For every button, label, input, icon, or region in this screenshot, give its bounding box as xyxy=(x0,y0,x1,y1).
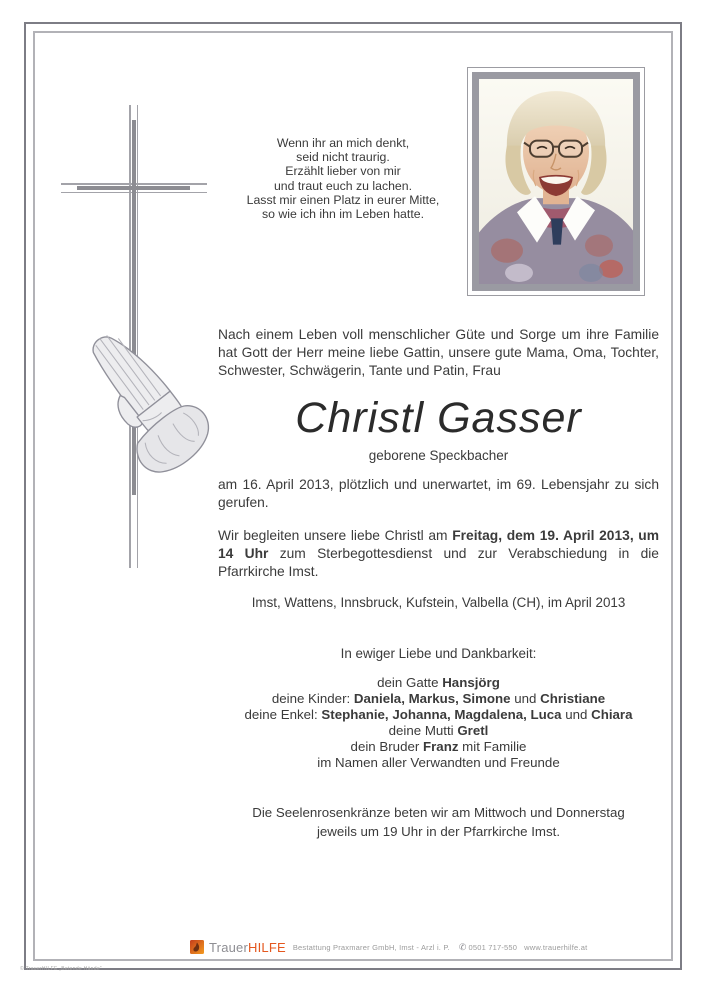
mourner-line: dein Gatte Hansjörg xyxy=(377,675,500,690)
trauerhilfe-logo-icon xyxy=(190,940,204,954)
mourner-line: im Namen aller Verwandten und Freunde xyxy=(317,754,560,770)
gratitude-heading: In ewiger Liebe und Dankbarkeit: xyxy=(340,646,537,661)
poem xyxy=(226,136,460,221)
portrait-photo-frame xyxy=(467,67,645,296)
places-line: Imst, Wattens, Innsbruck, Kufstein, Valbella (CH), im April 2013 xyxy=(251,595,626,610)
portrait-photo xyxy=(479,79,633,284)
brand-name xyxy=(209,940,286,955)
intro-paragraph: Nach einem Leben voll menschlicher Güte und Sorge um ihre Familie hat Gott der Herr meine liebe Gattin, unsere gute Mama, Oma, Tochter, Schwester, Schwägerin, Tante und Patin, Frau xyxy=(218,327,659,378)
mourner-line: deine Mutti Gretl xyxy=(388,722,489,738)
funeral-notice: Wir begleiten unsere liebe Christl am Freitag, dem 19. April 2013, um 14 Uhr zum Sterbegottesdienst und zur Verabschiedung in die Pfarrkirche Imst. xyxy=(218,528,660,579)
rosary-line: jeweils um 19 Uhr in der Pfarrkirche Imst. xyxy=(316,823,561,839)
company-line: Bestattung Praxmarer GmbH, Imst - Arzl i. P. xyxy=(292,942,450,952)
rosary-line: Die Seelenrosenkränze beten wir am Mittwoch und Donnerstag xyxy=(252,805,625,820)
mourners-list xyxy=(218,675,659,770)
mourner-line: deine Enkel: Stephanie, Johanna, Magdalena, Luca und Chiara xyxy=(244,706,633,722)
portrait-photo-mat xyxy=(472,72,640,291)
mourner-line: dein Bruder Franz mit Familie xyxy=(350,738,527,754)
poem-line: so wie ich ihn im Leben hatte. xyxy=(261,207,424,222)
phone-number: 0501 717-550 xyxy=(468,942,518,952)
death-notice: am 16. April 2013, plötzlich und unerwartet, im 69. Lebensjahr zu sich gerufen. xyxy=(218,477,659,510)
deceased-name: Christl Gasser xyxy=(295,394,582,442)
copyright-note: © TrauerHILFE „Betende Hände“ xyxy=(20,966,102,972)
cross-horizontal-bar xyxy=(77,186,190,190)
poem-line: Lasst mir einen Platz in eurer Mitte, xyxy=(246,192,440,207)
poem-line: seid nicht traurig. xyxy=(296,150,390,165)
poem-line: Wenn ihr an mich denkt, xyxy=(276,136,410,150)
footer xyxy=(190,938,587,956)
website-link: www.trauerhilfe.at xyxy=(524,942,588,952)
mourner-line: deine Kinder: Daniela, Markus, Simone und Christiane xyxy=(271,690,606,706)
rosary-notice xyxy=(218,804,659,841)
maiden-name: geborene Speckbacher xyxy=(368,448,509,463)
poem-line: Erzählt lieber von mir xyxy=(285,164,401,179)
praying-hands-image xyxy=(74,314,232,482)
phone-icon: ✆ xyxy=(458,941,467,952)
brand-suffix: HILFE xyxy=(248,939,286,955)
brand-prefix: Trauer xyxy=(209,939,249,955)
poem-line: und traut euch zu lachen. xyxy=(273,178,413,193)
